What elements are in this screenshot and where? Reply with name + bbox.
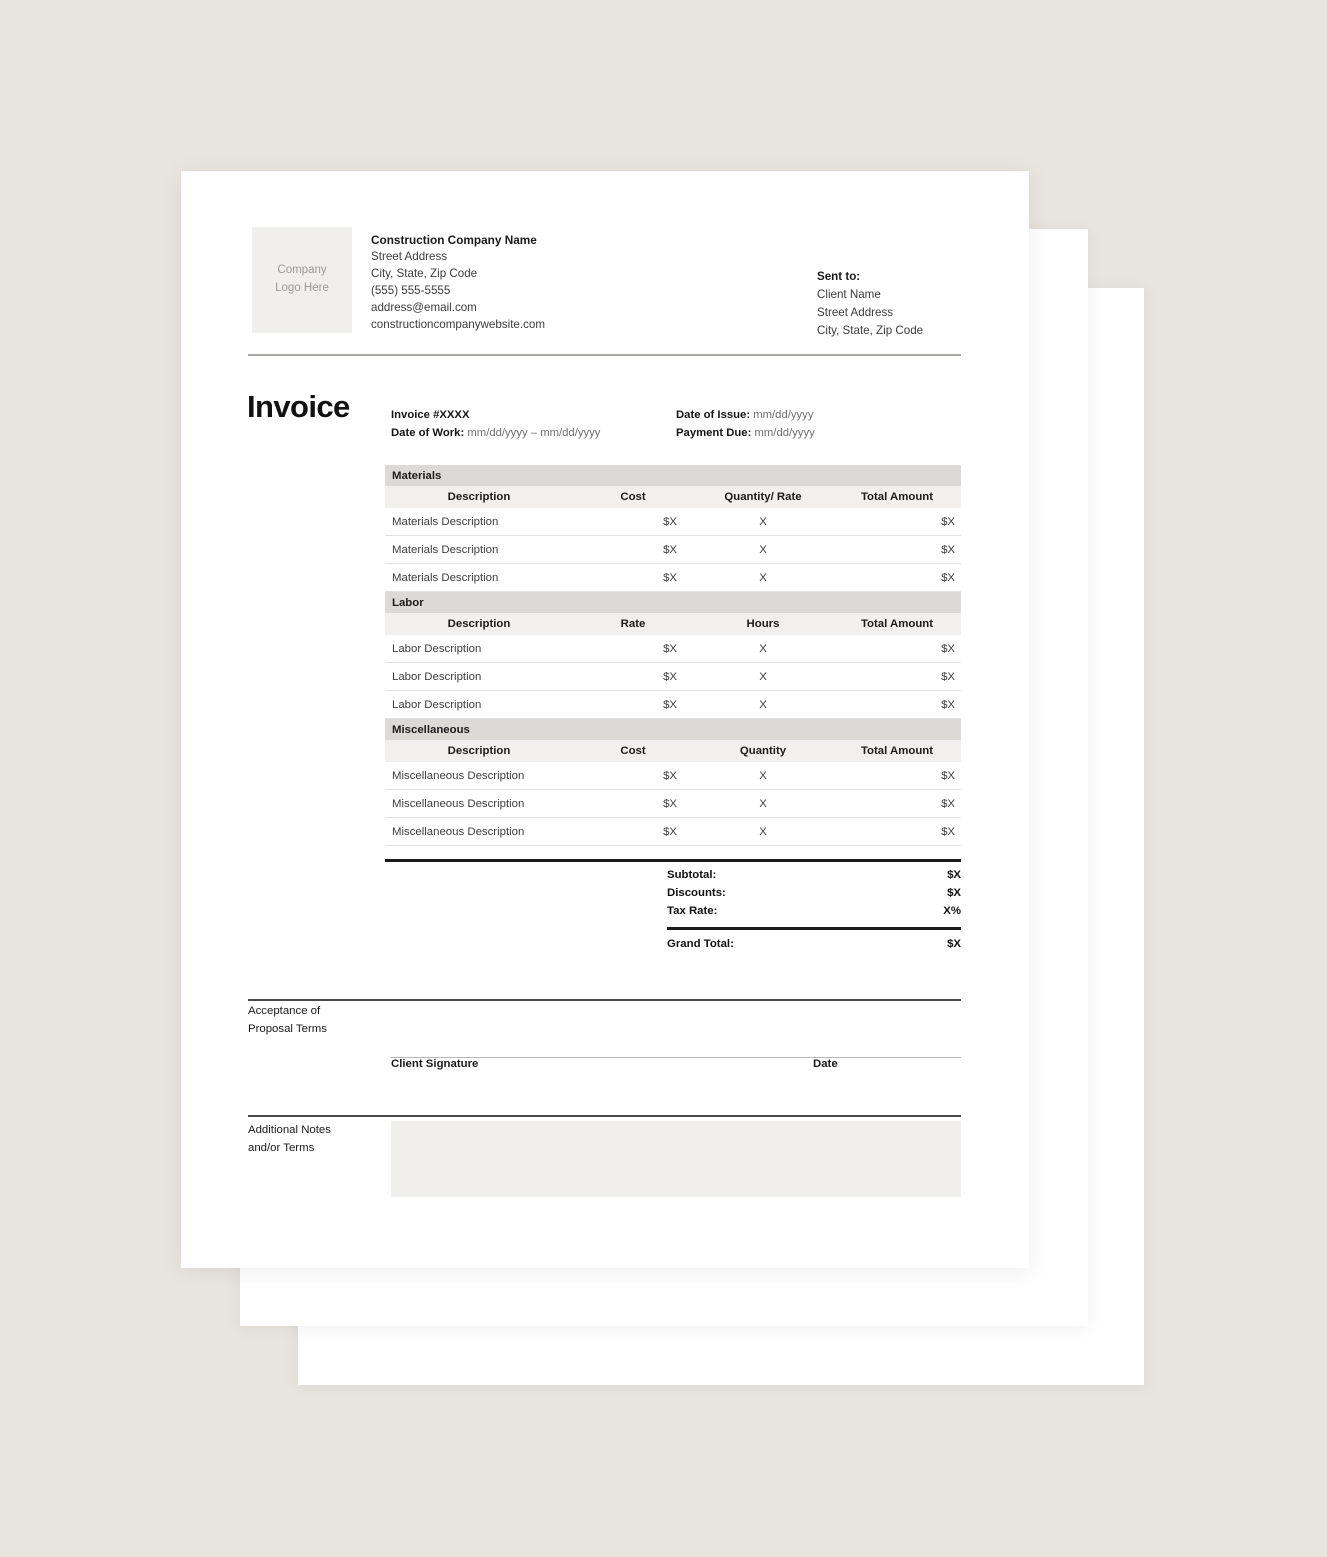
date-of-issue-label: Date of Issue: bbox=[676, 409, 751, 421]
section-title: Miscellaneous bbox=[385, 719, 961, 741]
company-info-block bbox=[371, 232, 701, 334]
totals-row-tax-rate bbox=[667, 905, 961, 923]
company-name: Construction Company Name bbox=[371, 233, 537, 247]
totals-top-divider bbox=[385, 859, 961, 862]
table-row[interactable] bbox=[385, 508, 961, 536]
cell-total: $X bbox=[833, 691, 961, 719]
meta-row-2 bbox=[391, 424, 966, 442]
header-divider bbox=[248, 354, 961, 356]
section-title: Materials bbox=[385, 465, 961, 486]
cell-total: $X bbox=[833, 635, 961, 663]
logo-placeholder-line-2: Logo Here bbox=[275, 282, 329, 294]
col-header-total: Total Amount bbox=[833, 613, 961, 635]
section-header-labor bbox=[385, 592, 961, 614]
tax-rate-label: Tax Rate: bbox=[667, 905, 718, 917]
company-street: Street Address bbox=[371, 250, 448, 264]
section-header-miscellaneous bbox=[385, 719, 961, 741]
invoice-document bbox=[181, 171, 1029, 1268]
company-phone: (555) 555-5555 bbox=[371, 284, 451, 298]
subtotal-label: Subtotal: bbox=[667, 869, 717, 881]
cell-description: Labor Description bbox=[385, 663, 573, 691]
cell-total: $X bbox=[833, 790, 961, 818]
cell-quantity: X bbox=[693, 818, 833, 846]
col-header-description: Description bbox=[385, 486, 573, 508]
invoice-number bbox=[391, 406, 676, 424]
section-header-materials bbox=[385, 465, 961, 486]
cell-quantity: X bbox=[693, 536, 833, 564]
col-header-description: Description bbox=[385, 613, 573, 635]
col-header-cost: Cost bbox=[573, 740, 693, 762]
company-website: constructioncompanywebsite.com bbox=[371, 318, 545, 332]
date-of-work-value: mm/dd/yyyy – mm/dd/yyyy bbox=[467, 427, 601, 440]
col-header-cost: Cost bbox=[573, 486, 693, 508]
cell-total: $X bbox=[833, 762, 961, 790]
invoice-number-label: Invoice #XXXX bbox=[391, 409, 470, 421]
subtotal-value: $X bbox=[947, 869, 961, 881]
cell-rate: $X bbox=[573, 635, 693, 663]
acceptance-divider bbox=[248, 999, 961, 1001]
cell-quantity: X bbox=[693, 508, 833, 536]
date-of-work bbox=[391, 424, 676, 442]
payment-due-value: mm/dd/yyyy bbox=[754, 427, 815, 440]
notes-divider bbox=[248, 1115, 961, 1117]
payment-due-label: Payment Due: bbox=[676, 427, 752, 440]
table-row[interactable] bbox=[385, 790, 961, 818]
cell-total: $X bbox=[833, 536, 961, 564]
cell-description: Materials Description bbox=[385, 536, 573, 564]
column-header-row-materials bbox=[385, 486, 961, 508]
payment-due bbox=[676, 424, 966, 442]
cell-description: Labor Description bbox=[385, 635, 573, 663]
tax-rate-value: X% bbox=[943, 905, 961, 917]
client-city-state-zip: City, State, Zip Code bbox=[817, 324, 924, 338]
totals-row-discounts bbox=[667, 887, 961, 905]
cell-cost: $X bbox=[573, 790, 693, 818]
cell-cost: $X bbox=[573, 508, 693, 536]
cell-quantity: X bbox=[693, 762, 833, 790]
table-row[interactable] bbox=[385, 762, 961, 790]
col-header-rate: Rate bbox=[573, 613, 693, 635]
company-logo-placeholder[interactable] bbox=[252, 227, 352, 333]
table-row[interactable] bbox=[385, 691, 961, 719]
notes-label-line-1: Additional Notes bbox=[248, 1124, 331, 1136]
date-of-issue-value: mm/dd/yyyy bbox=[753, 409, 814, 421]
grand-total-label: Grand Total: bbox=[667, 937, 734, 950]
col-header-description: Description bbox=[385, 740, 573, 762]
line-items bbox=[385, 465, 961, 846]
cell-hours: X bbox=[693, 691, 833, 719]
invoice-meta bbox=[391, 406, 966, 443]
cell-description: Materials Description bbox=[385, 508, 573, 536]
table-row[interactable] bbox=[385, 564, 961, 592]
logo-placeholder-line-1: Company bbox=[277, 264, 327, 277]
meta-row-1 bbox=[391, 406, 966, 424]
cell-quantity: X bbox=[693, 564, 833, 592]
totals-row-subtotal bbox=[667, 869, 961, 887]
col-header-quantity: Quantity/ Rate bbox=[693, 486, 833, 508]
totals-block bbox=[667, 869, 961, 956]
notes-input-box[interactable] bbox=[391, 1121, 961, 1197]
cell-cost: $X bbox=[573, 564, 693, 592]
client-street: Street Address bbox=[817, 306, 894, 320]
paper-sheet-front bbox=[181, 171, 1029, 1268]
cell-cost: $X bbox=[573, 762, 693, 790]
cell-hours: X bbox=[693, 635, 833, 663]
cell-description: Materials Description bbox=[385, 564, 573, 592]
section-title: Labor bbox=[385, 592, 961, 614]
cell-rate: $X bbox=[573, 691, 693, 719]
table-row[interactable] bbox=[385, 635, 961, 663]
cell-description: Miscellaneous Description bbox=[385, 762, 573, 790]
table-row[interactable] bbox=[385, 818, 961, 846]
acceptance-label-line-1: Acceptance of bbox=[248, 1005, 321, 1017]
table-row[interactable] bbox=[385, 536, 961, 564]
cell-rate: $X bbox=[573, 663, 693, 691]
col-header-total: Total Amount bbox=[833, 740, 961, 762]
cell-total: $X bbox=[833, 508, 961, 536]
cell-total: $X bbox=[833, 663, 961, 691]
company-email: address@email.com bbox=[371, 301, 477, 315]
notes-label bbox=[248, 1121, 408, 1157]
cell-total: $X bbox=[833, 818, 961, 846]
totals-row-grand-total bbox=[667, 938, 961, 956]
cell-description: Miscellaneous Description bbox=[385, 818, 573, 846]
acceptance-label-line-2: Proposal Terms bbox=[248, 1023, 327, 1036]
col-header-hours: Hours bbox=[693, 613, 833, 635]
client-signature-label: Client Signature bbox=[391, 1058, 479, 1070]
table-row[interactable] bbox=[385, 663, 961, 691]
date-of-issue bbox=[676, 406, 966, 424]
discounts-label: Discounts: bbox=[667, 887, 726, 899]
cell-description: Labor Description bbox=[385, 691, 573, 719]
notes-label-line-2: and/or Terms bbox=[248, 1142, 315, 1155]
grand-total-divider bbox=[667, 927, 961, 930]
sent-to-block bbox=[817, 268, 1047, 340]
cell-description: Miscellaneous Description bbox=[385, 790, 573, 818]
cell-hours: X bbox=[693, 663, 833, 691]
cell-cost: $X bbox=[573, 536, 693, 564]
signature-date-label: Date bbox=[813, 1058, 838, 1070]
cell-cost: $X bbox=[573, 818, 693, 846]
column-header-row-miscellaneous bbox=[385, 740, 961, 762]
line-items-table bbox=[385, 465, 961, 846]
page-title: Invoice bbox=[247, 389, 350, 424]
acceptance-label bbox=[248, 1002, 398, 1038]
date-of-work-label: Date of Work: bbox=[391, 427, 465, 440]
discounts-value: $X bbox=[947, 887, 961, 899]
col-header-quantity: Quantity bbox=[693, 740, 833, 762]
sent-to-label: Sent to: bbox=[817, 270, 861, 283]
line-items-body bbox=[385, 465, 961, 846]
cell-quantity: X bbox=[693, 790, 833, 818]
company-city-state-zip: City, State, Zip Code bbox=[371, 267, 478, 281]
column-header-row-labor bbox=[385, 613, 961, 635]
grand-total-value: $X bbox=[947, 937, 961, 950]
col-header-total: Total Amount bbox=[833, 486, 961, 508]
cell-total: $X bbox=[833, 564, 961, 592]
client-name: Client Name bbox=[817, 288, 881, 302]
